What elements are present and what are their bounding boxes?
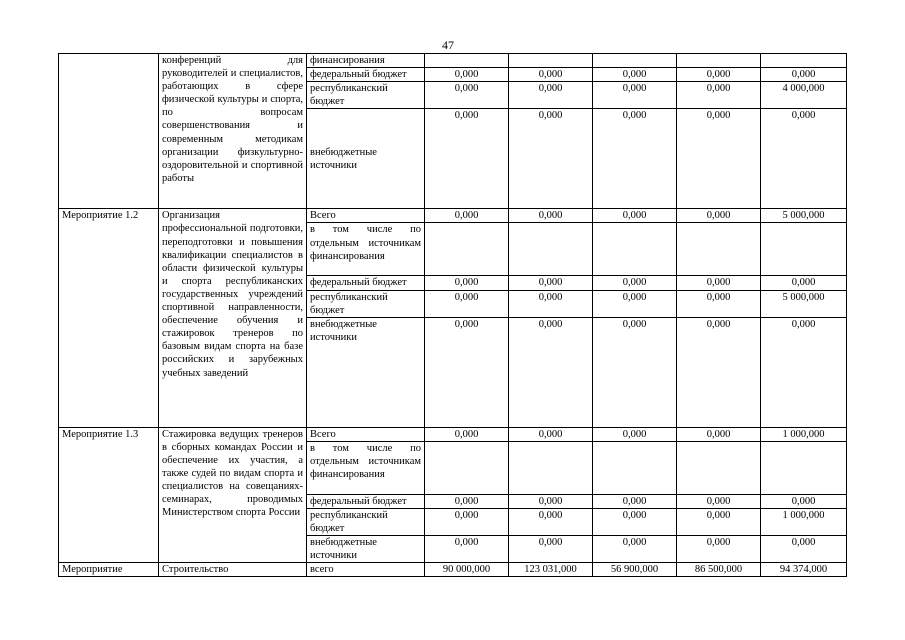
value-cell: 0,000	[509, 536, 593, 563]
description-cell: Стажировка ведущих тренеров в сборных командах России и обеспечение их участия, а также судей по видам спорта и специалистов на совещаниях-семинарах, проводимых Министерством спорта России	[159, 427, 307, 563]
value-cell: 0,000	[509, 82, 593, 109]
table-row	[59, 427, 847, 441]
value-cell: 0,000	[593, 494, 677, 508]
description-cell: Строительство	[159, 563, 307, 577]
value-cell: 94 374,000	[761, 563, 847, 577]
value-cell: 0,000	[677, 276, 761, 290]
value-cell: 4 000,000	[761, 82, 847, 109]
value-cell: 0,000	[677, 290, 761, 317]
value-cell: 0,000	[425, 508, 509, 535]
value-cell: 0,000	[425, 209, 509, 223]
value-cell: 123 031,000	[509, 563, 593, 577]
value-cell: 0,000	[509, 109, 593, 209]
value-cell: 0,000	[425, 276, 509, 290]
value-cell: 0,000	[593, 82, 677, 109]
source-cell: Всего	[307, 427, 425, 441]
value-cell: 0,000	[593, 68, 677, 82]
value-cell	[677, 54, 761, 68]
value-cell: 0,000	[593, 290, 677, 317]
value-cell: 0,000	[677, 508, 761, 535]
value-cell: 0,000	[677, 68, 761, 82]
source-cell: всего	[307, 563, 425, 577]
value-cell: 0,000	[677, 209, 761, 223]
source-cell: внебюджетные источники	[307, 317, 425, 427]
value-cell: 0,000	[677, 109, 761, 209]
value-cell: 1 000,000	[761, 427, 847, 441]
value-cell: 0,000	[593, 109, 677, 209]
value-cell	[425, 54, 509, 68]
value-cell: 0,000	[425, 290, 509, 317]
value-cell	[761, 223, 847, 276]
value-cell: 0,000	[509, 317, 593, 427]
value-cell	[425, 441, 509, 494]
value-cell: 0,000	[761, 109, 847, 209]
source-cell: республиканский бюджет	[307, 82, 425, 109]
value-cell: 0,000	[677, 82, 761, 109]
value-cell: 0,000	[761, 536, 847, 563]
value-cell: 0,000	[425, 536, 509, 563]
event-cell: Мероприятие 1.2	[59, 209, 159, 427]
source-cell: внебюджетные источники	[307, 536, 425, 563]
value-cell: 0,000	[593, 427, 677, 441]
source-cell: в том числе по отдельным источникам финансирования	[307, 223, 425, 276]
value-cell: 0,000	[509, 427, 593, 441]
value-cell: 0,000	[677, 494, 761, 508]
source-cell: федеральный бюджет	[307, 276, 425, 290]
description-cell: конференций для руководителей и специалистов, работающих в сфере физической культуры и спорта, по вопросам совершенствования и современным методикам организации физкультурно-оздоровительной и спортивной работы	[159, 54, 307, 209]
value-cell: 86 500,000	[677, 563, 761, 577]
value-cell	[761, 54, 847, 68]
value-cell: 0,000	[761, 276, 847, 290]
value-cell: 0,000	[509, 508, 593, 535]
value-cell	[761, 441, 847, 494]
value-cell: 0,000	[593, 209, 677, 223]
value-cell: 0,000	[593, 317, 677, 427]
table-row	[59, 563, 847, 577]
value-cell: 0,000	[677, 427, 761, 441]
value-cell: 0,000	[761, 317, 847, 427]
value-cell: 0,000	[425, 427, 509, 441]
source-cell: финансирования	[307, 54, 425, 68]
page-number: 47	[442, 38, 454, 52]
value-cell: 0,000	[761, 68, 847, 82]
value-cell	[593, 54, 677, 68]
value-cell	[677, 223, 761, 276]
event-cell: Мероприятие 1.3	[59, 427, 159, 563]
event-cell: Мероприятие	[59, 563, 159, 577]
value-cell: 0,000	[761, 494, 847, 508]
value-cell: 0,000	[425, 68, 509, 82]
budget-table	[58, 53, 847, 577]
value-cell: 0,000	[677, 536, 761, 563]
value-cell: 1 000,000	[761, 508, 847, 535]
value-cell	[593, 223, 677, 276]
value-cell: 0,000	[593, 276, 677, 290]
value-cell: 0,000	[593, 536, 677, 563]
value-cell: 0,000	[509, 276, 593, 290]
value-cell: 5 000,000	[761, 209, 847, 223]
source-cell: федеральный бюджет	[307, 494, 425, 508]
source-cell: республиканский бюджет	[307, 508, 425, 535]
value-cell	[677, 441, 761, 494]
table-row	[59, 209, 847, 223]
value-cell: 0,000	[425, 317, 509, 427]
value-cell: 0,000	[509, 290, 593, 317]
description-cell: Организация профессиональной подготовки, переподготовки и повышения квалификации специалистов в области физической культуры и спорта республиканских государственных учреждений спортивной направленности, обеспечение обучения и стажировок тренеров по базовым видам спорта на базе российских и зарубежных учебных заведений	[159, 209, 307, 427]
value-cell: 0,000	[677, 317, 761, 427]
value-cell	[593, 441, 677, 494]
value-cell: 0,000	[509, 494, 593, 508]
value-cell: 90 000,000	[425, 563, 509, 577]
value-cell: 0,000	[593, 508, 677, 535]
source-cell: в том числе по отдельным источникам финансирования	[307, 441, 425, 494]
value-cell: 0,000	[425, 494, 509, 508]
event-cell	[59, 54, 159, 209]
value-cell: 0,000	[425, 109, 509, 209]
value-cell	[509, 441, 593, 494]
source-cell: республиканский бюджет	[307, 290, 425, 317]
value-cell	[509, 223, 593, 276]
source-cell: федеральный бюджет	[307, 68, 425, 82]
value-cell: 0,000	[509, 209, 593, 223]
source-cell: Всего	[307, 209, 425, 223]
value-cell: 0,000	[509, 68, 593, 82]
value-cell: 0,000	[425, 82, 509, 109]
value-cell: 56 900,000	[593, 563, 677, 577]
value-cell	[509, 54, 593, 68]
value-cell	[425, 223, 509, 276]
source-cell: внебюджетные источники	[307, 109, 425, 209]
value-cell: 5 000,000	[761, 290, 847, 317]
table-row	[59, 54, 847, 68]
